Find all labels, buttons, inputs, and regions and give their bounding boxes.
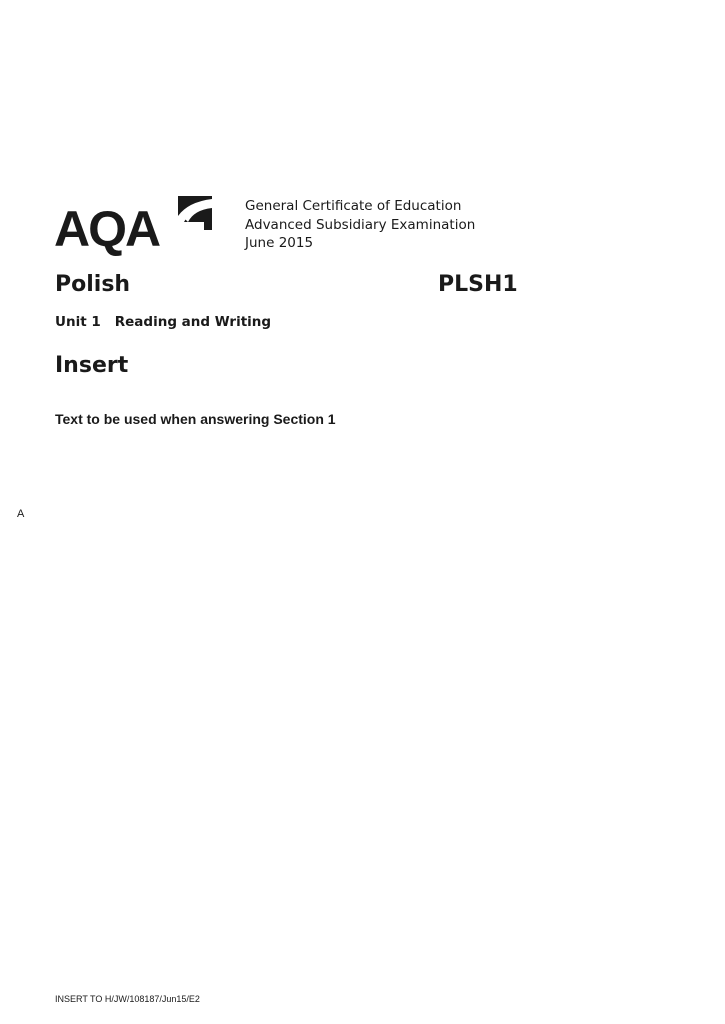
exam-session-line: June 2015 [245, 235, 314, 251]
exam-header-info [245, 197, 475, 253]
aqa-logo [54, 196, 214, 257]
paper-code: PLSH1 [438, 272, 518, 297]
footer-reference: INSERT TO H/JW/108187/Jun15/E2 [55, 994, 200, 1004]
subject-title: Polish [55, 272, 131, 297]
unit-line [55, 313, 271, 331]
qualification-line: General Certificate of Education [245, 198, 462, 214]
aqa-logo-mark-icon [178, 196, 212, 230]
unit-number: Unit 1 [55, 314, 101, 330]
insert-instruction: Text to be used when answering Section 1 [55, 411, 336, 427]
unit-title: Reading and Writing [114, 314, 272, 330]
document-type-title: Insert [55, 353, 129, 378]
examination-line: Advanced Subsidiary Examination [245, 216, 476, 233]
aqa-logo-text: AQA [54, 201, 160, 257]
side-letter: A [17, 508, 25, 520]
